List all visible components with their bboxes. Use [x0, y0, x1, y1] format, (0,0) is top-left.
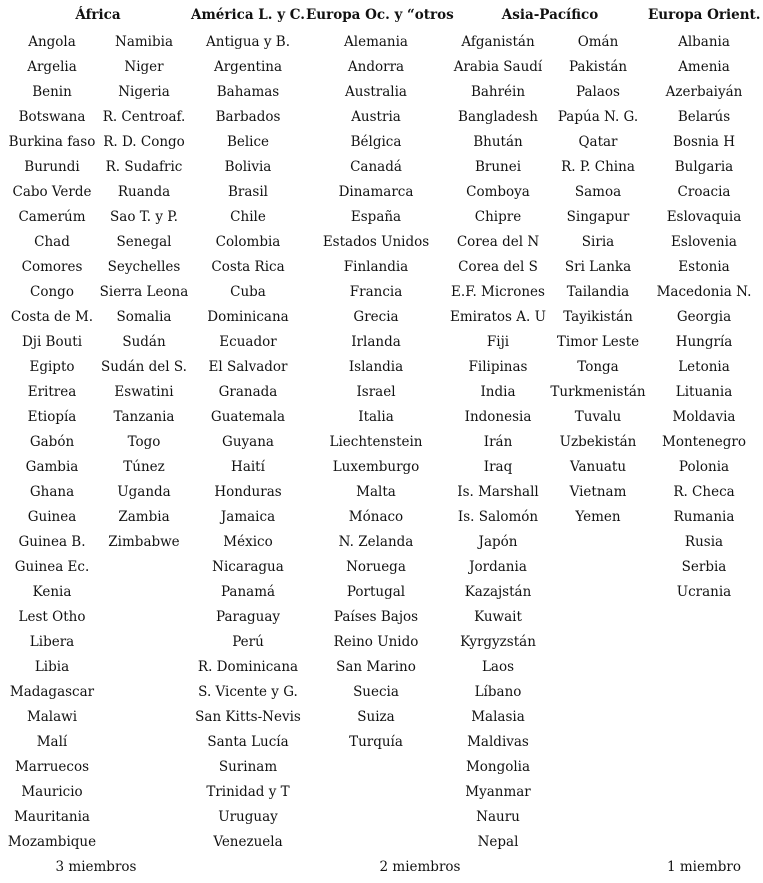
- country-cell: Surinam: [218, 759, 278, 775]
- country-cell: Nicaragua: [212, 559, 284, 575]
- country-cell: Zimbabwe: [108, 534, 180, 550]
- country-cell: Túnez: [123, 459, 165, 475]
- footer-africa: 3 miembros: [55, 859, 137, 875]
- country-cell: Eritrea: [27, 384, 77, 400]
- country-cell: Georgia: [676, 309, 732, 325]
- country-cell: Eswatini: [114, 384, 174, 400]
- country-cell: Camerúm: [18, 209, 86, 225]
- country-cell: Macedonia N.: [656, 284, 752, 300]
- country-cell: Jordania: [469, 559, 527, 575]
- country-cell: Fiji: [486, 334, 510, 350]
- country-cell: El Salvador: [208, 359, 288, 375]
- country-cell: Kyrgyzstán: [460, 634, 536, 650]
- country-cell: Mauricio: [21, 784, 83, 800]
- country-cell: Lest Otho: [18, 609, 86, 625]
- country-cell: E.F. Micrones: [451, 284, 545, 300]
- country-cell: Egipto: [29, 359, 75, 375]
- country-cell: Costa de M.: [10, 309, 94, 325]
- country-cell: Sri Lanka: [564, 259, 632, 275]
- country-cell: Botswana: [18, 109, 86, 125]
- country-cell: Cabo Verde: [12, 184, 92, 200]
- header-asia-pacific: Asia-Pacífico: [501, 7, 599, 23]
- country-cell: Alemania: [344, 34, 408, 50]
- country-cell: Japón: [478, 534, 518, 550]
- country-cell: R. Checa: [673, 484, 735, 500]
- country-cell: Santa Lucía: [207, 734, 289, 750]
- country-cell: Bhután: [473, 134, 523, 150]
- country-cell: Letonia: [678, 359, 730, 375]
- country-cell: Hungría: [675, 334, 733, 350]
- country-cell: Sao T. y P.: [110, 209, 178, 225]
- country-cell: Yemen: [575, 509, 621, 525]
- country-cell: Panamá: [220, 584, 276, 600]
- country-cell: India: [480, 384, 516, 400]
- footer-eastern: 1 miembro: [666, 859, 741, 875]
- country-cell: Canadá: [350, 159, 402, 175]
- country-cell: Rumania: [673, 509, 735, 525]
- country-cell: Ucrania: [676, 584, 732, 600]
- country-cell: Comores: [21, 259, 83, 275]
- country-cell: Emiratos A. U: [450, 309, 546, 325]
- country-cell: Afganistán: [461, 34, 535, 50]
- country-cell: Qatar: [578, 134, 618, 150]
- country-cell: Burundi: [24, 159, 80, 175]
- country-cell: Sudán: [122, 334, 166, 350]
- country-cell: Senegal: [116, 234, 172, 250]
- country-cell: Nigeria: [118, 84, 170, 100]
- country-cell: R. Dominicana: [197, 659, 299, 675]
- country-cell: Nauru: [476, 809, 520, 825]
- country-cell: Malí: [36, 734, 68, 750]
- country-cell: Albania: [678, 34, 730, 50]
- country-cell: Pakistán: [568, 59, 628, 75]
- country-cell: Siria: [581, 234, 615, 250]
- country-cell: Belice: [226, 134, 270, 150]
- country-cell: Papúa N. G.: [557, 109, 639, 125]
- country-cell: Argentina: [213, 59, 282, 75]
- country-cell: Serbia: [681, 559, 727, 575]
- country-cell: Brunei: [474, 159, 522, 175]
- country-cell: Indonesia: [464, 409, 532, 425]
- country-cell: Bolivia: [224, 159, 272, 175]
- country-cell: Cuba: [230, 284, 266, 300]
- country-cell: Honduras: [214, 484, 282, 500]
- header-western-europe: Europa Oc. y “otros: [306, 7, 454, 23]
- country-cell: Is. Marshall: [457, 484, 539, 500]
- country-cell: Samoa: [574, 184, 622, 200]
- country-cell: Arabia Saudí: [453, 59, 543, 75]
- country-cell: Lituania: [675, 384, 733, 400]
- country-cell: Amenia: [678, 59, 730, 75]
- country-cell: Costa Rica: [211, 259, 285, 275]
- country-cell: Andorra: [347, 59, 405, 75]
- country-cell: Kenia: [32, 584, 72, 600]
- country-cell: Líbano: [474, 684, 522, 700]
- country-cell: Libia: [34, 659, 70, 675]
- country-cell: Benin: [32, 84, 72, 100]
- country-cell: Angola: [28, 34, 76, 50]
- header-eastern-europe: Europa Orient.: [648, 7, 761, 23]
- column-americas: [188, 30, 308, 855]
- country-cell: Tailandia: [566, 284, 630, 300]
- country-cell: Guyana: [222, 434, 274, 450]
- header-americas: América L. y C.: [191, 7, 305, 23]
- country-cell: Moldavia: [672, 409, 736, 425]
- country-cell: Malasia: [471, 709, 525, 725]
- country-cell: Paraguay: [215, 609, 281, 625]
- country-cell: Madagascar: [9, 684, 95, 700]
- country-cell: Vanuatu: [569, 459, 627, 475]
- country-cell: Polonia: [678, 459, 730, 475]
- country-cell: Corea del S: [458, 259, 538, 275]
- country-cell: Chad: [34, 234, 70, 250]
- country-cell: Mónaco: [348, 509, 404, 525]
- country-cell: Guinea Ec.: [14, 559, 90, 575]
- country-cell: Sudán del S.: [101, 359, 187, 375]
- country-cell: Congo: [30, 284, 74, 300]
- country-cell: Barbados: [215, 109, 281, 125]
- country-cell: Países Bajos: [333, 609, 419, 625]
- country-cell: Argelia: [27, 59, 77, 75]
- column-africa-1: [2, 30, 102, 855]
- country-cell: Rusia: [684, 534, 724, 550]
- country-cell: Luxemburgo: [332, 459, 420, 475]
- country-cell: Etiopía: [27, 409, 77, 425]
- country-cell: Kuwait: [474, 609, 522, 625]
- country-cell: Bahamas: [216, 84, 280, 100]
- country-cell: Laos: [481, 659, 515, 675]
- country-cell: Portugal: [346, 584, 406, 600]
- header-africa: África: [75, 7, 121, 23]
- country-cell: Croacia: [677, 184, 731, 200]
- country-cell: Irlanda: [351, 334, 401, 350]
- country-cell: Tonga: [577, 359, 619, 375]
- country-cell: Zambia: [118, 509, 170, 525]
- country-cell: Colombia: [215, 234, 281, 250]
- country-cell: Is. Salomón: [457, 509, 539, 525]
- country-cell: Finlandia: [343, 259, 409, 275]
- country-cell: San Marino: [336, 659, 416, 675]
- country-cell: Uruguay: [218, 809, 278, 825]
- country-cell: R. Centroaf.: [102, 109, 186, 125]
- column-western-europe: [316, 30, 436, 755]
- country-cell: Montenegro: [662, 434, 746, 450]
- country-cell: Ghana: [29, 484, 75, 500]
- country-cell: Islandia: [348, 359, 404, 375]
- country-cell: Noruega: [346, 559, 406, 575]
- country-cell: Uganda: [117, 484, 171, 500]
- country-cell: Malta: [356, 484, 396, 500]
- country-cell: Turquía: [349, 734, 403, 750]
- country-cell: Filipinas: [468, 359, 528, 375]
- country-cell: Irán: [483, 434, 513, 450]
- country-cell: Dji Bouti: [21, 334, 83, 350]
- country-cell: Namibia: [115, 34, 173, 50]
- country-cell: Mozambique: [7, 834, 97, 850]
- column-asia-pacific-1: [446, 30, 550, 855]
- country-cell: Grecia: [353, 309, 399, 325]
- country-cell: Trinidad y T: [206, 784, 290, 800]
- country-cell: Gabón: [29, 434, 75, 450]
- country-cell: Liechtenstein: [329, 434, 423, 450]
- column-eastern-europe: [650, 30, 758, 605]
- country-cell: Guatemala: [210, 409, 286, 425]
- country-cell: Tanzania: [113, 409, 175, 425]
- country-cell: Chipre: [474, 209, 522, 225]
- country-cell: Chile: [230, 209, 266, 225]
- country-cell: Marruecos: [14, 759, 90, 775]
- country-cell: Nepal: [477, 834, 519, 850]
- country-cell: Brasil: [228, 184, 268, 200]
- country-cell: Kazajstán: [464, 584, 532, 600]
- country-cell: Iraq: [483, 459, 513, 475]
- country-cell: Bélgica: [350, 134, 402, 150]
- column-asia-pacific-2: [548, 30, 648, 530]
- country-cell: Austria: [351, 109, 401, 125]
- country-cell: Suecia: [353, 684, 399, 700]
- country-cell: Suiza: [357, 709, 395, 725]
- country-cell: Reino Unido: [333, 634, 419, 650]
- country-cell: Timor Leste: [556, 334, 640, 350]
- country-cell: Bulgaria: [674, 159, 734, 175]
- country-cell: Guinea: [27, 509, 77, 525]
- country-cell: Dinamarca: [338, 184, 414, 200]
- country-cell: Jamaica: [220, 509, 276, 525]
- country-cell: Azerbaiyán: [665, 84, 743, 100]
- country-cell: R. D. Congo: [103, 134, 185, 150]
- country-cell: Togo: [127, 434, 161, 450]
- country-cell: Bahréin: [470, 84, 526, 100]
- country-cell: Estonia: [678, 259, 730, 275]
- country-cell: Bosnia H: [672, 134, 736, 150]
- country-cell: Tayikistán: [563, 309, 633, 325]
- country-cell: Seychelles: [107, 259, 181, 275]
- country-cell: Corea del N: [456, 234, 540, 250]
- country-cell: Myanmar: [465, 784, 531, 800]
- country-cell: Burkina faso: [8, 134, 96, 150]
- country-cell: Gambia: [25, 459, 79, 475]
- country-cell: Mongolia: [465, 759, 531, 775]
- country-cell: España: [350, 209, 402, 225]
- column-africa-2: [98, 30, 190, 555]
- country-cell: San Kitts-Nevis: [195, 709, 301, 725]
- country-cell: Perú: [232, 634, 264, 650]
- country-cell: Eslovenia: [671, 234, 737, 250]
- country-cell: Italia: [358, 409, 394, 425]
- country-cell: R. P. China: [561, 159, 635, 175]
- country-cell: Belarús: [677, 109, 731, 125]
- country-cell: Malawi: [26, 709, 78, 725]
- country-cell: Sierra Leona: [99, 284, 189, 300]
- country-cell: Bangladesh: [458, 109, 538, 125]
- country-cell: Niger: [124, 59, 164, 75]
- country-cell: Mauritania: [14, 809, 90, 825]
- country-cell: Singapur: [566, 209, 630, 225]
- country-cell: Israel: [356, 384, 396, 400]
- country-cell: Libera: [29, 634, 75, 650]
- country-cell: Guinea B.: [18, 534, 86, 550]
- country-cell: Maldivas: [467, 734, 529, 750]
- country-cell: Eslovaquia: [666, 209, 742, 225]
- country-cell: Omán: [577, 34, 619, 50]
- country-cell: Dominicana: [207, 309, 289, 325]
- country-cell: Antigua y B.: [206, 34, 290, 50]
- footer-middle: 2 miembros: [379, 859, 461, 875]
- country-cell: Comboya: [466, 184, 530, 200]
- country-cell: Tuvalu: [574, 409, 622, 425]
- country-cell: Vietnam: [569, 484, 627, 500]
- country-cell: Turkmenistán: [550, 384, 646, 400]
- country-cell: Palaos: [576, 84, 620, 100]
- country-cell: Somalia: [116, 309, 172, 325]
- country-cell: Uzbekistán: [559, 434, 637, 450]
- country-cell: México: [223, 534, 273, 550]
- country-cell: Venezuela: [213, 834, 283, 850]
- country-cell: Estados Unidos: [322, 234, 430, 250]
- country-cell: Haití: [231, 459, 265, 475]
- country-cell: Ecuador: [219, 334, 277, 350]
- country-cell: Francia: [349, 284, 403, 300]
- country-cell: Ruanda: [117, 184, 171, 200]
- country-cell: N. Zelanda: [338, 534, 414, 550]
- country-cell: S. Vicente y G.: [198, 684, 298, 700]
- country-cell: R. Sudafric: [105, 159, 183, 175]
- country-cell: Granada: [218, 384, 278, 400]
- country-cell: Australia: [345, 84, 407, 100]
